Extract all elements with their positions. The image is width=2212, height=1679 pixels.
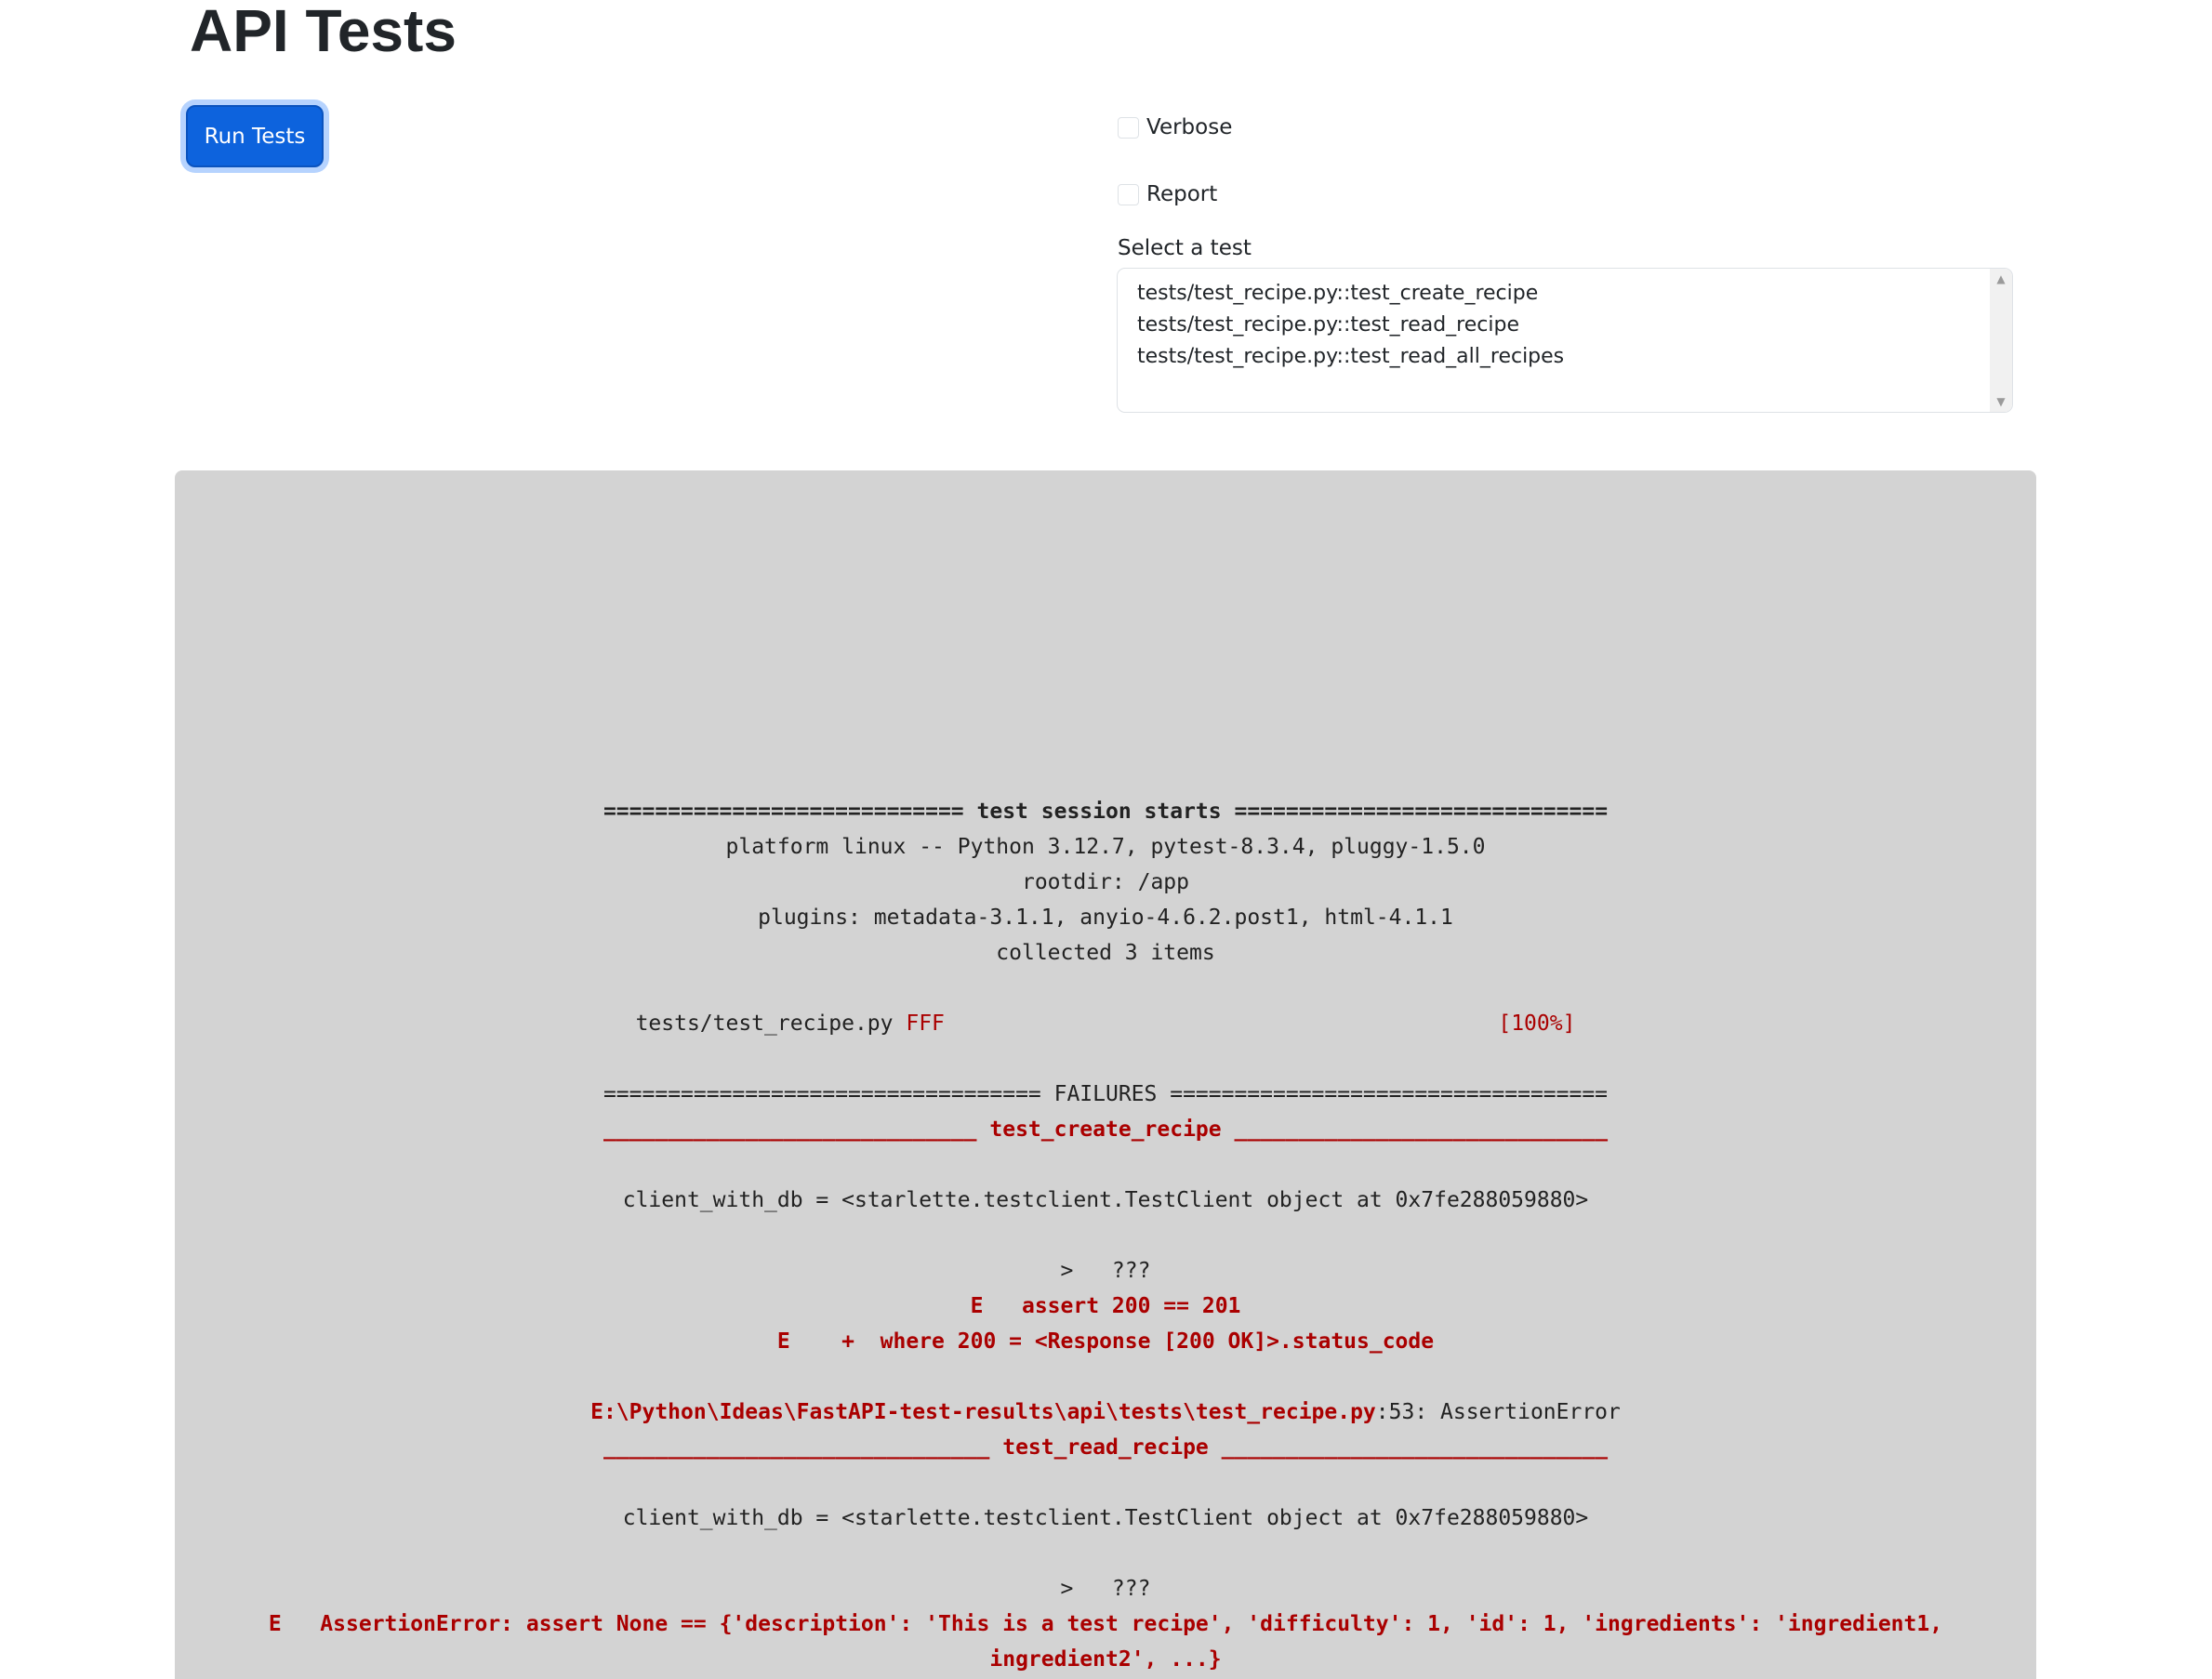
- progress-file: tests/test_recipe.py: [635, 1011, 907, 1036]
- fail1-client-line: client_with_db = <starlette.testclient.TestClient object at 0x7fe288059880>: [622, 1188, 1589, 1212]
- progress-spacer: [945, 1011, 1498, 1036]
- report-checkbox-row[interactable]: [1118, 182, 1217, 206]
- session-title: test session starts: [976, 800, 1222, 824]
- fail2-right-rule: ______________________________: [1208, 1435, 1609, 1460]
- fail2-header: [175, 1430, 2036, 1465]
- page-title: API Tests: [190, 0, 457, 64]
- verbose-checkbox[interactable]: [1118, 117, 1139, 139]
- progress-line: [175, 1006, 2036, 1041]
- test-option-read-all-recipes[interactable]: tests/test_recipe.py::test_read_all_recipes: [1137, 345, 1565, 368]
- fail2-client-line: client_with_db = <starlette.testclient.TestClient object at 0x7fe288059880>: [622, 1506, 1589, 1530]
- fail1-path: E:\Python\Ideas\FastAPI-test-results\api\tests\test_recipe.py: [590, 1400, 1376, 1424]
- fail1-error-line-1: E assert 200 == 201: [970, 1294, 1241, 1318]
- scroll-up-icon[interactable]: ▲: [1996, 272, 2006, 285]
- platform-line: platform linux -- Python 3.12.7, pytest-8.3.4, pluggy-1.5.0: [725, 835, 1486, 859]
- progress-percent: [100%]: [1498, 1011, 1576, 1036]
- test-option-create-recipe[interactable]: tests/test_recipe.py::test_create_recipe: [1137, 282, 1539, 305]
- report-label: Report: [1146, 182, 1218, 206]
- fail1-title: test_create_recipe: [989, 1117, 1222, 1142]
- report-checkbox[interactable]: [1118, 184, 1139, 205]
- collected-line: collected 3 items: [996, 941, 1215, 965]
- fail1-error-line-2: E + where 200 = <Response [200 OK]>.status_code: [776, 1329, 1435, 1354]
- failures-header: ================================== FAILURES ==================================: [603, 1082, 1609, 1106]
- fail1-left-rule: _____________________________: [603, 1117, 990, 1142]
- select-scrollbar[interactable]: [1990, 269, 2012, 412]
- fail1-arrow-line: > ???: [1060, 1259, 1151, 1283]
- verbose-label: Verbose: [1146, 115, 1233, 139]
- session-left-rule: ============================: [603, 800, 977, 824]
- run-tests-button[interactable]: Run Tests: [186, 105, 324, 167]
- session-right-rule: =============================: [1221, 800, 1609, 824]
- test-select-list[interactable]: [1117, 268, 2013, 413]
- fail1-location: :53: AssertionError: [1375, 1400, 1621, 1424]
- fail2-arrow-line: > ???: [1060, 1577, 1151, 1601]
- session-start-line: [175, 794, 2036, 829]
- fail1-header: [175, 1112, 2036, 1147]
- fail2-title: test_read_recipe: [1002, 1435, 1209, 1460]
- progress-result: FFF: [906, 1011, 945, 1036]
- fail1-location-line: [175, 1395, 2036, 1430]
- plugins-line: plugins: metadata-3.1.1, anyio-4.6.2.post1, html-4.1.1: [758, 906, 1453, 930]
- test-output-panel: [175, 470, 2036, 1679]
- select-test-label: Select a test: [1118, 236, 1252, 260]
- verbose-checkbox-row[interactable]: [1118, 115, 1232, 139]
- test-option-read-recipe[interactable]: tests/test_recipe.py::test_read_recipe: [1137, 313, 1519, 337]
- scroll-down-icon[interactable]: ▼: [1996, 395, 2006, 408]
- fail2-error-line-1: E AssertionError: assert None == {'description': 'This is a test recipe', 'difficulty': 1, 'id': 1, 'ingredients': 'ingredient1,: [268, 1612, 1943, 1636]
- fail2-left-rule: ______________________________: [603, 1435, 1003, 1460]
- fail1-right-rule: _____________________________: [1221, 1117, 1609, 1142]
- rootdir-line: rootdir: /app: [1021, 870, 1189, 894]
- fail2-error-line-2: ingredient2', ...}: [989, 1647, 1222, 1672]
